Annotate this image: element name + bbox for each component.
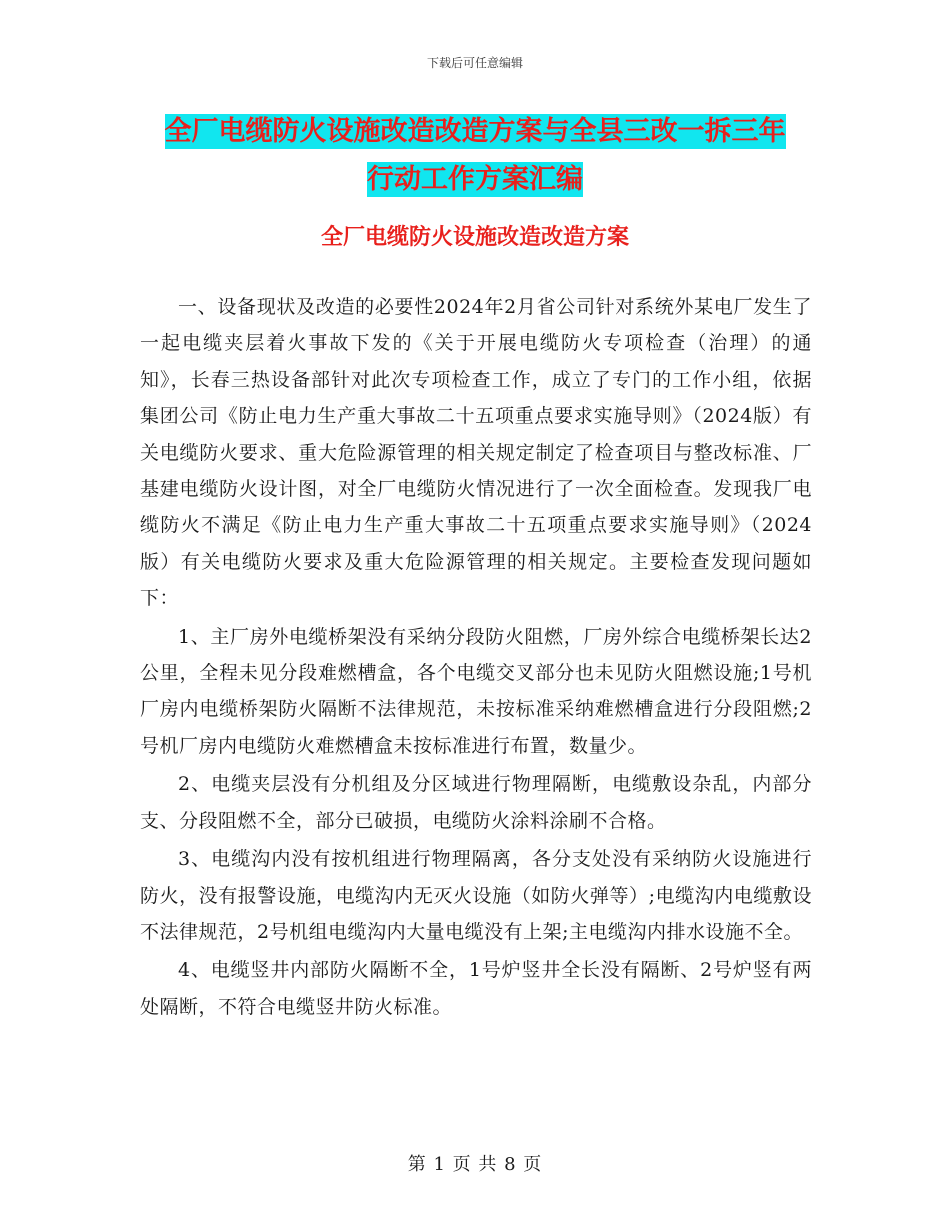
- paragraph-item-4: 4、电缆竖井内部防火隔断不全，1号炉竖井全长没有隔断、2号炉竖有两处隔断，不符合电缆竖井防火标准。: [140, 959, 812, 1018]
- document-title-line-2: 行动工作方案汇编: [367, 164, 583, 195]
- section-title: 全厂电缆防火设施改造改造方案: [320, 224, 629, 250]
- paragraph-intro: 一、设备现状及改造的必要性2024年2月省公司针对系统外某电厂发生了一起电缆夹层着火事故下发的《关于开展电缆防火专项检查（治理）的通知》，长春三热设备部针对此次专项检查工作，成立了专门的工作小组，依据集团公司《防止电力生产重大事故二十五项重点要求实施导则》（2024版）有关电缆防火要求、重大危险源管理的相关规定制定了检查项目与整改标准、厂基建电缆防火设计图，对全厂电缆防火情况进行了一次全面检查。发现我厂电缆防火不满足《防止电力生产重大事故二十五项重点要求实施导则》（2024版）有关电缆防火要求及重大危险源管理的相关规定。主要检查发现问题如下：: [140, 296, 812, 610]
- document-title-line-1: 全厂电缆防火设施改造改造方案与全县三改一拆三年: [164, 116, 786, 147]
- document-body: [140, 289, 812, 1027]
- document-title: [120, 108, 830, 204]
- paragraph-item-3: 3、电缆沟内没有按机组进行物理隔离，各分支处没有采纳防火设施进行防火，没有报警设施，电缆沟内无灭火设施（如防火弹等）;电缆沟内电缆敷设不法律规范，2号机组电缆沟内大量电缆没有上架;主电缆沟内排水设施不全。: [140, 848, 812, 943]
- page-number: 第 1 页 共 8 页: [407, 1154, 543, 1175]
- paragraph-item-1: 1、主厂房外电缆桥架没有采纳分段防火阻燃，厂房外综合电缆桥架长达2公里，全程未见分段难燃槽盒，各个电缆交叉部分也未见防火阻燃设施;1号机厂房内电缆桥架防火隔断不法律规范，未按标准采纳难燃槽盒进行分段阻燃;2号机厂房内电缆防火难燃槽盒未按标准进行布置，数量少。: [140, 625, 812, 757]
- paragraph-item-2: 2、电缆夹层没有分机组及分区域进行物理隔断，电缆敷设杂乱，内部分支、分段阻燃不全，部分已破损，电缆防火涂料涂刷不合格。: [140, 773, 812, 832]
- header-note: 下载后可任意编辑: [426, 56, 523, 70]
